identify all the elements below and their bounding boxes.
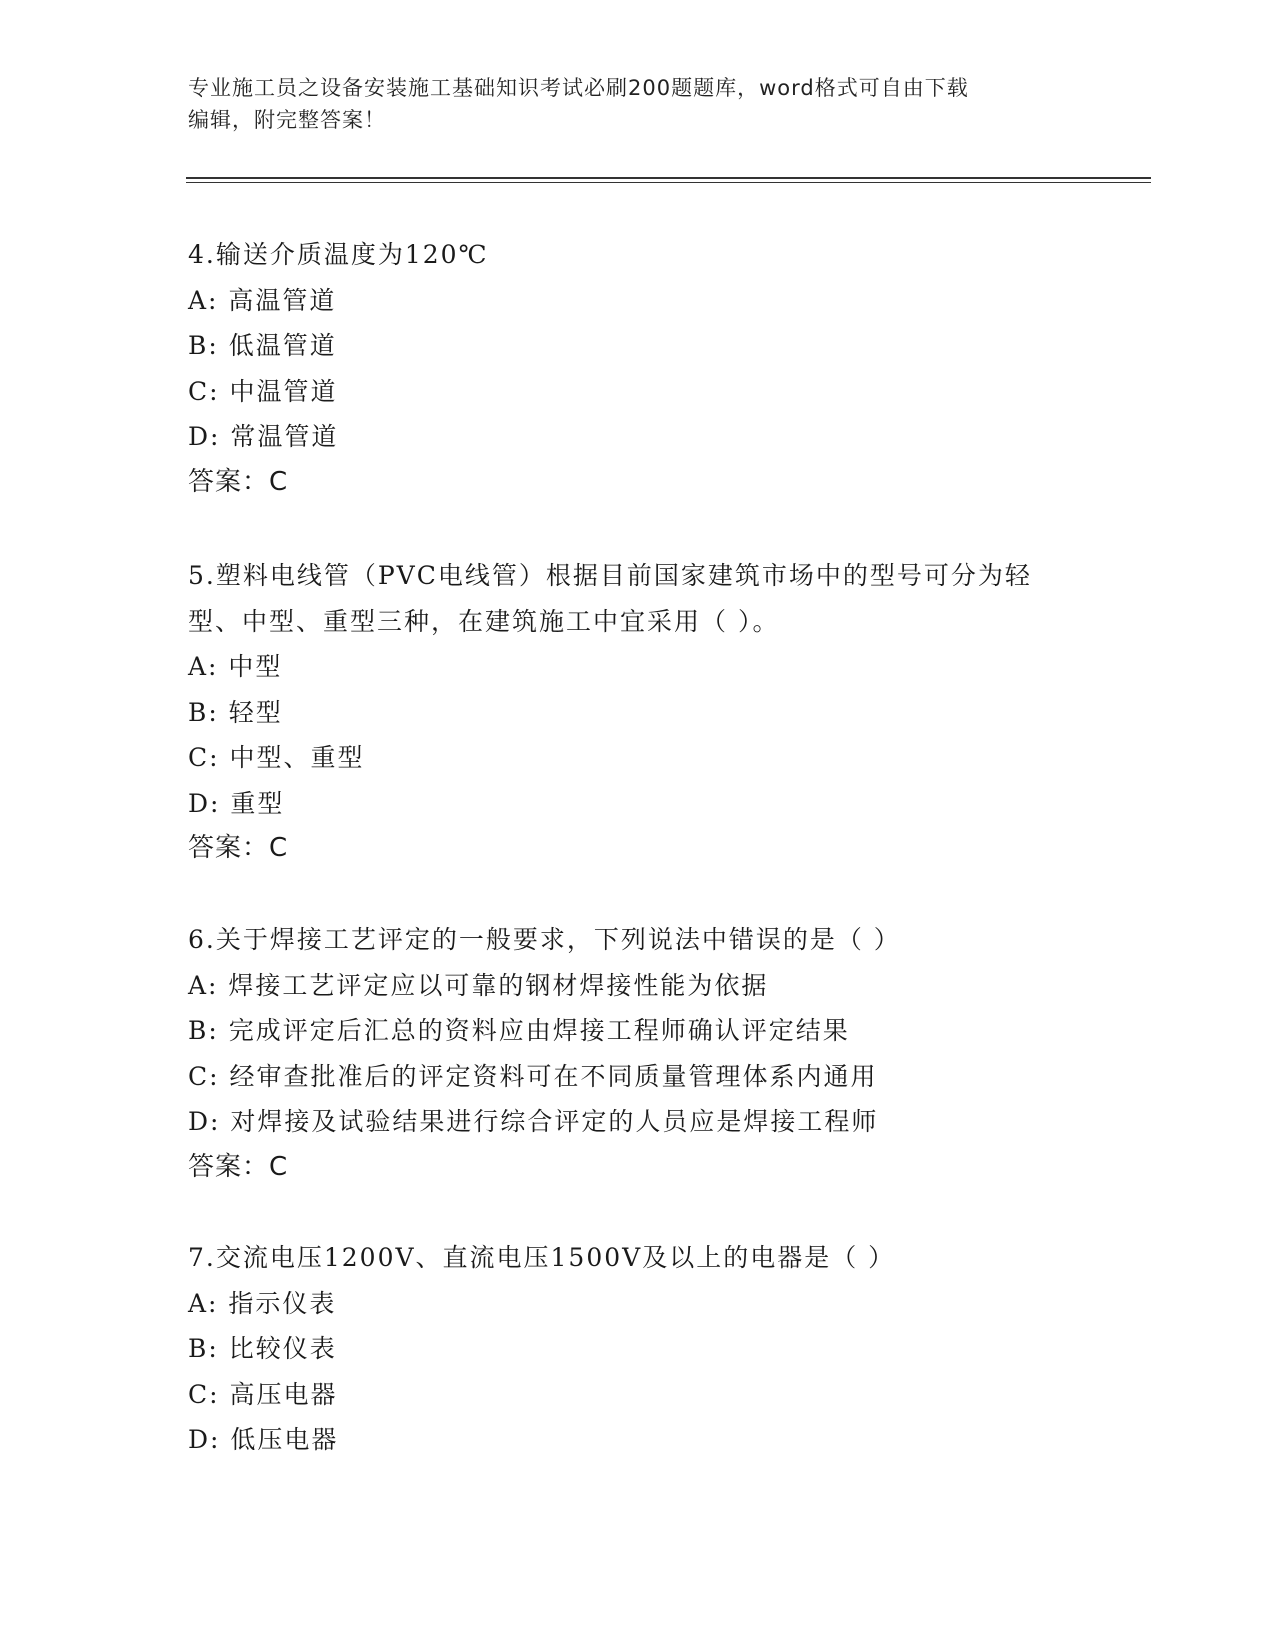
option-c: C: 中型、重型: [188, 743, 365, 772]
question-5: [188, 553, 1088, 872]
header-title-line-2: 编辑，附完整答案！: [188, 108, 386, 132]
option-a: A: 中型: [188, 652, 283, 681]
question-6: [188, 917, 1088, 1190]
question-stem-continued: 型、中型、重型三种，在建筑施工中宜采用（ ）。: [188, 606, 780, 636]
header-divider: [186, 177, 1151, 179]
option-d: D: 重型: [188, 788, 285, 818]
option-a: A: 焊接工艺评定应以可靠的钢材焊接性能为依据: [188, 970, 769, 1000]
option-a: A: 高温管道: [188, 285, 337, 315]
option-c: C: 经审查批准后的评定资料可在不同质量管理体系内通用: [188, 1061, 878, 1091]
question-stem: 7.交流电压1200V、直流电压1500V及以上的电器是（ ）: [188, 1243, 896, 1272]
option-c: C: 高压电器: [188, 1379, 338, 1409]
header-title-line-1: 专业施工员之设备安装施工基础知识考试必刷200题题库，word格式可自由下载: [188, 76, 969, 100]
question-4: [188, 232, 1088, 505]
option-c: C: 中温管道: [188, 376, 338, 406]
question-stem: 6.关于焊接工艺评定的一般要求，下列说法中错误的是（ ）: [188, 925, 901, 954]
option-a: A: 指示仪表: [188, 1288, 337, 1318]
option-b: B: 轻型: [188, 697, 283, 727]
answer: 答案：C: [188, 466, 289, 497]
option-d: D: 常温管道: [188, 422, 339, 451]
question-7: [188, 1235, 1088, 1463]
answer: 答案：C: [188, 833, 289, 863]
option-d: D: 低压电器: [188, 1425, 339, 1454]
header-divider-thin: [186, 182, 1151, 183]
question-stem: 5.塑料电线管（PVC电线管）根据目前国家建筑市场中的型号可分为轻: [188, 561, 1032, 590]
question-stem: 4.输送介质温度为120℃: [188, 240, 489, 269]
option-b: B: 比较仪表: [188, 1334, 337, 1363]
option-b: B: 完成评定后汇总的资料应由焊接工程师确认评定结果: [188, 1016, 850, 1045]
option-b: B: 低温管道: [188, 331, 337, 360]
option-d: D: 对焊接及试验结果进行综合评定的人员应是焊接工程师: [188, 1107, 879, 1136]
document-header: [188, 72, 1088, 136]
answer: 答案：C: [188, 1151, 289, 1182]
